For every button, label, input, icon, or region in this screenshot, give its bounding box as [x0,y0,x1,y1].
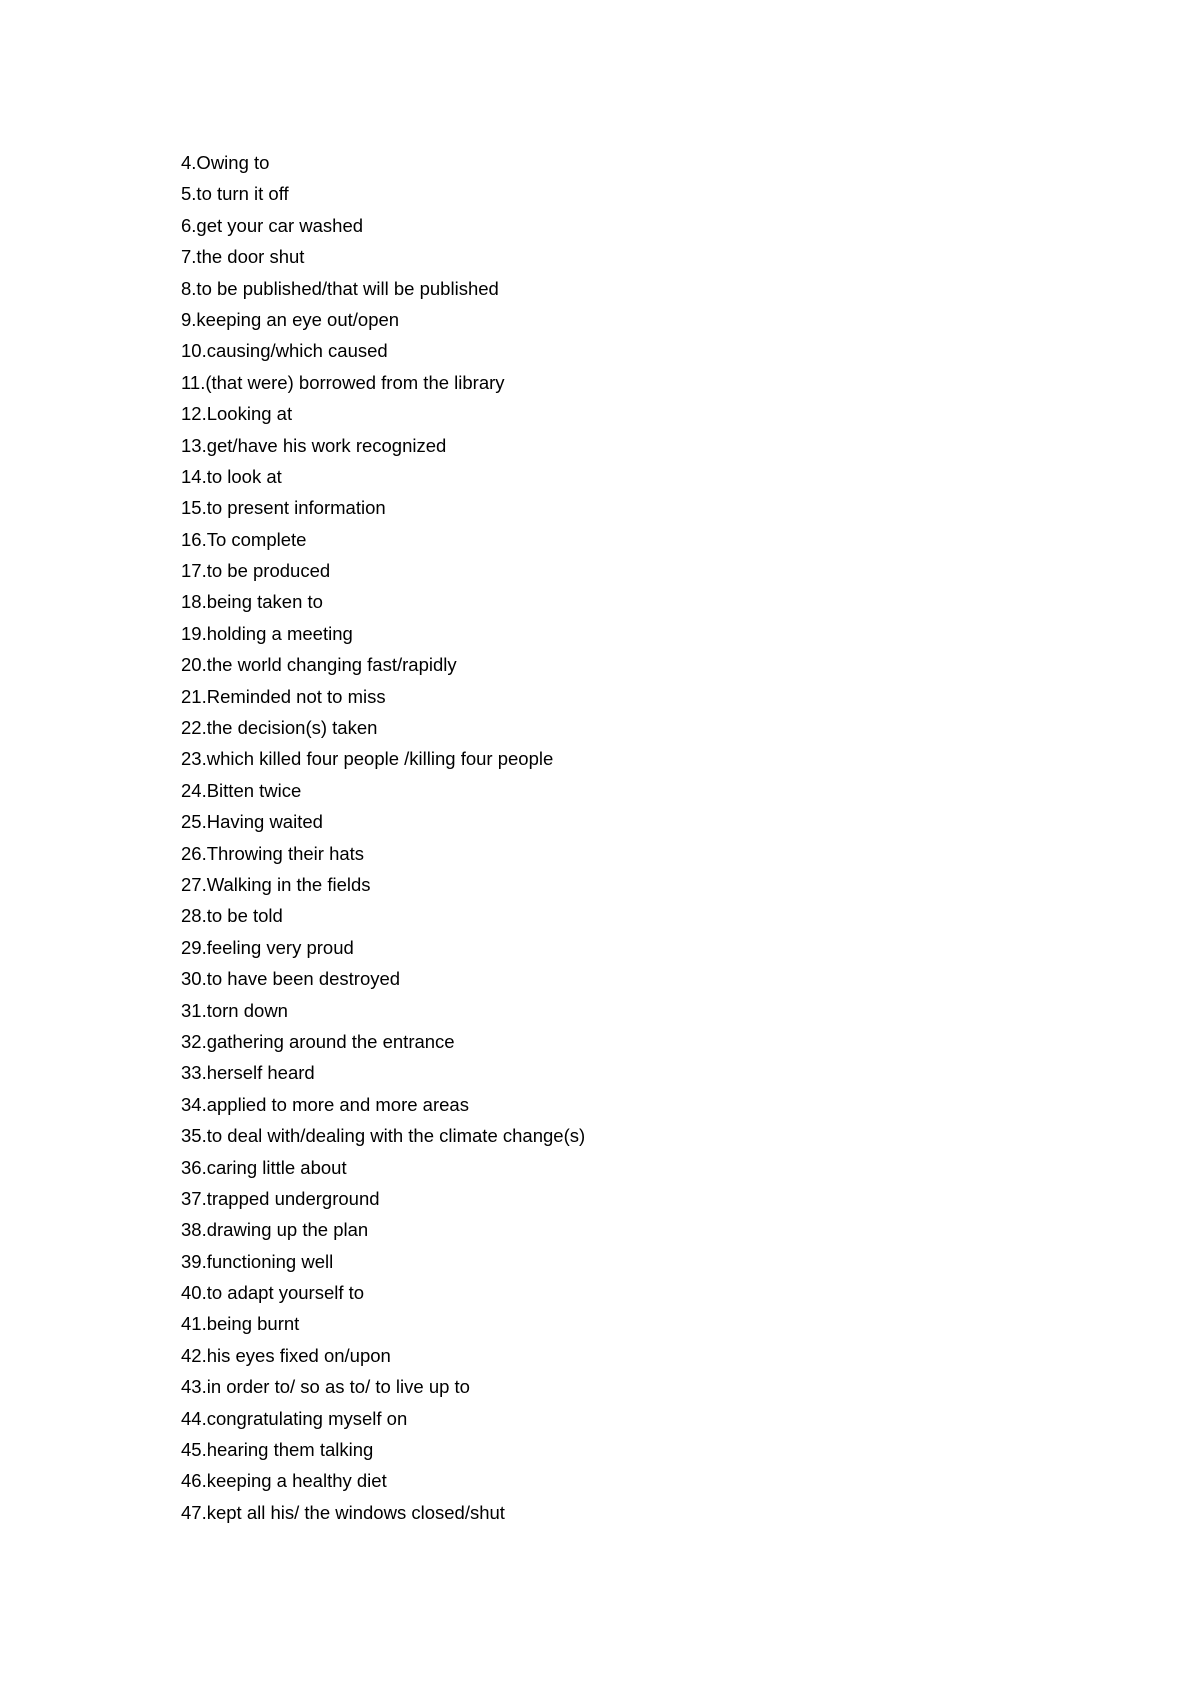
answer-list [181,147,585,1528]
answer-item: 29.feeling very proud [181,936,354,958]
answer-item: 22.the decision(s) taken [181,717,378,739]
answer-item: 39.functioning well [181,1250,334,1272]
answer-item: 8.to be published/that will be published [181,277,499,299]
answer-item: 38.drawing up the plan [181,1219,369,1241]
answer-item: 5.to turn it off [181,183,289,205]
answer-item: 33.herself heard [181,1062,315,1084]
answer-item: 44.congratulating myself on [181,1407,408,1429]
answer-item: 27.Walking in the fields [181,873,371,895]
answer-item: 42.his eyes fixed on/upon [181,1344,391,1366]
answer-item: 45.hearing them talking [181,1439,374,1461]
answer-item: 14.to look at [181,465,282,487]
answer-item: 9.keeping an eye out/open [181,308,400,330]
answer-item: 15.to present information [181,497,386,519]
answer-item: 34.applied to more and more areas [181,1093,469,1115]
answer-item: 30.to have been destroyed [181,968,401,990]
answer-item: 18.being taken to [181,591,323,613]
answer-item: 41.being burnt [181,1313,300,1335]
answer-item: 36.caring little about [181,1156,347,1178]
answer-item: 21.Reminded not to miss [181,685,386,707]
answer-item: 17.to be produced [181,560,331,582]
answer-item: 28.to be told [181,905,283,927]
answer-item: 19.holding a meeting [181,622,353,644]
answer-item: 40.to adapt yourself to [181,1282,365,1304]
answer-item: 6.get your car washed [181,214,364,236]
answer-item: 23.which killed four people /killing four people [181,748,554,770]
answer-item: 20.the world changing fast/rapidly [181,654,457,676]
answer-item: 31.torn down [181,999,288,1021]
answer-item: 32.gathering around the entrance [181,1030,455,1052]
answer-item: 16.To complete [181,528,307,550]
answer-item: 11.(that were) borrowed from the library [181,371,505,393]
answer-item: 37.trapped underground [181,1187,380,1209]
answer-item: 35.to deal with/dealing with the climate change(s) [181,1125,586,1147]
answer-item: 12.Looking at [181,403,293,425]
answer-item: 26.Throwing their hats [181,842,365,864]
answer-item: 25.Having waited [181,811,323,833]
answer-item: 13.get/have his work recognized [181,434,447,456]
answer-item: 43.in order to/ so as to/ to live up to [181,1376,470,1398]
answer-item: 47.kept all his/ the windows closed/shut [181,1501,505,1523]
answer-item: 24.Bitten twice [181,779,302,801]
answer-item: 46.keeping a healthy diet [181,1470,387,1492]
answer-item: 7.the door shut [181,246,305,268]
answer-item: 4.Owing to [181,152,270,173]
answer-item: 10.causing/which caused [181,340,388,362]
